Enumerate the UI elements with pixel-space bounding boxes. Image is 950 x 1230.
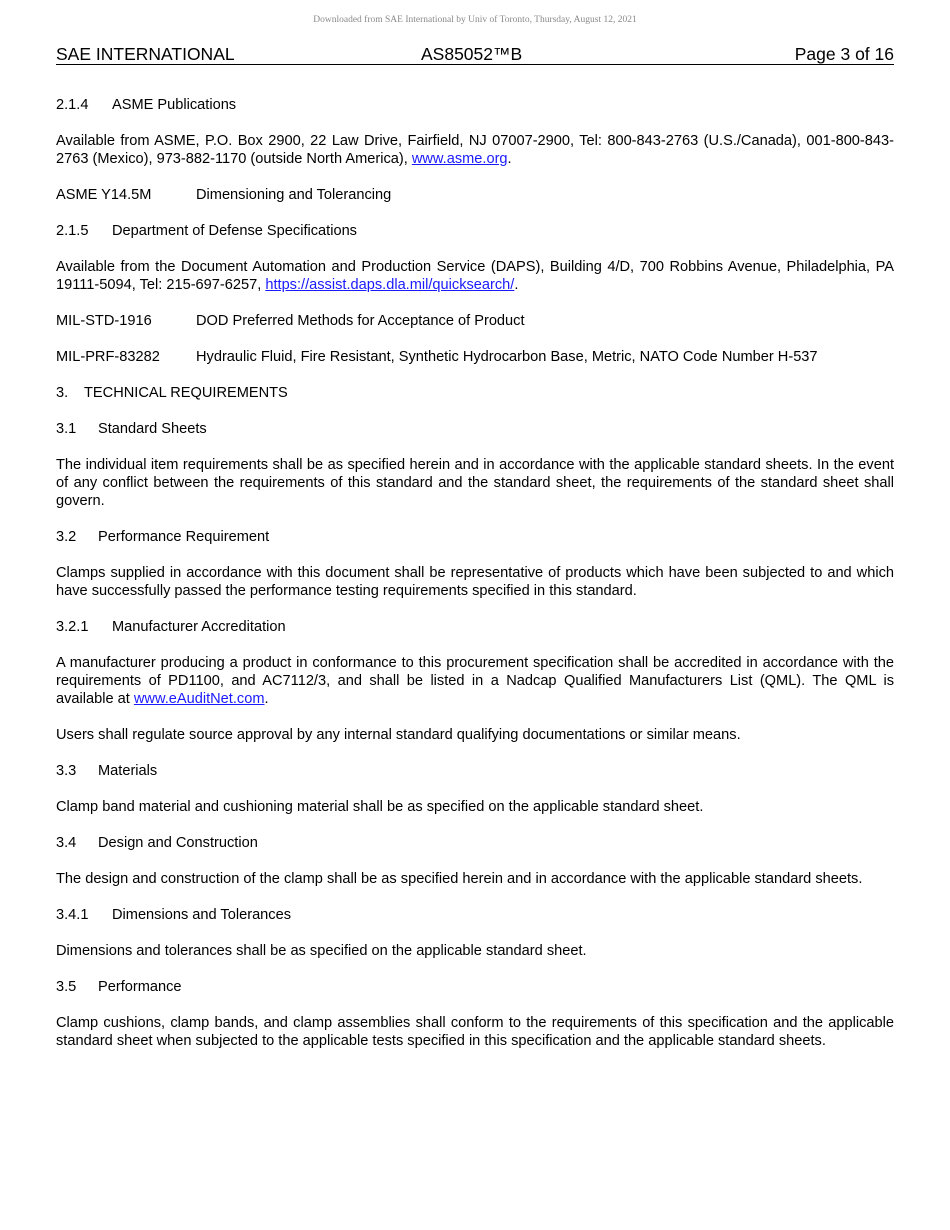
paragraph-text: Available from the Document Automation and Production Service (DAPS), Building 4/D, 700 Robbins Avenue, Philadelphia, PA 19111-5094, Tel: 215-697-6257, bbox=[56, 259, 894, 293]
section-title: Design and Construction bbox=[98, 835, 258, 851]
section-number: 2.1.5 bbox=[56, 223, 89, 239]
section-number: 3.4.1 bbox=[56, 907, 89, 923]
section-number: 3. bbox=[56, 385, 69, 401]
section-number: 3.3 bbox=[56, 763, 77, 779]
source-approval-paragraph: Users shall regulate source approval by any internal standard qualifying documentations or similar means. bbox=[56, 727, 741, 743]
dod-availability-paragraph: Available from the Document Automation and Production Service (DAPS), Building 4/D, 700 Robbins Avenue, Philadelphia, PA 19111-5094, Tel: 215-697-6257, https://assist.daps.dla.mil/quicksearch/. bbox=[56, 259, 894, 293]
section-number: 3.2 bbox=[56, 529, 77, 545]
header-page-number: Page 3 of 16 bbox=[794, 44, 894, 64]
section-title: Performance Requirement bbox=[98, 529, 270, 545]
section-heading-2-1-5 bbox=[56, 222, 894, 240]
section-title: Materials bbox=[98, 763, 158, 779]
paragraph-text: Available from ASME, P.O. Box 2900, 22 Law Drive, Fairfield, NJ 07007-2900, Tel: 800-843-2763 (U.S./Canada), 001-800-843-2763 (Mexico), 973-882-1170 (outside North America), bbox=[56, 133, 894, 167]
reference-code: MIL-STD-1916 bbox=[56, 313, 152, 329]
reference-title: Hydraulic Fluid, Fire Resistant, Synthetic Hydrocarbon Base, Metric, NATO Code Number H-537 bbox=[196, 349, 818, 365]
reference-row bbox=[56, 348, 894, 366]
header-org: SAE INTERNATIONAL bbox=[56, 44, 235, 64]
section-title: Performance bbox=[98, 979, 182, 995]
section-number: 2.1.4 bbox=[56, 97, 89, 113]
page-header bbox=[56, 44, 894, 65]
materials-paragraph: Clamp band material and cushioning material shall be as specified on the applicable standard sheet. bbox=[56, 799, 704, 815]
reference-code: ASME Y14.5M bbox=[56, 187, 152, 203]
section-heading-3-5 bbox=[56, 978, 894, 996]
performance-requirement-paragraph: Clamps supplied in accordance with this document shall be representative of products which have been subjected to and which have successfully passed the performance testing requirements specified in this standard. bbox=[56, 565, 894, 599]
reference-row bbox=[56, 186, 894, 204]
section-number: 3.2.1 bbox=[56, 619, 89, 635]
section-heading-3-4 bbox=[56, 834, 894, 852]
asme-website-link[interactable]: www.asme.org bbox=[411, 151, 508, 167]
reference-code: MIL-PRF-83282 bbox=[56, 349, 160, 365]
asme-availability-paragraph: Available from ASME, P.O. Box 2900, 22 Law Drive, Fairfield, NJ 07007-2900, Tel: 800-843-2763 (U.S./Canada), 001-800-843-2763 (Mexico), 973-882-1170 (outside North America), www.asme.org. bbox=[56, 133, 894, 167]
section-title: Manufacturer Accreditation bbox=[112, 619, 286, 635]
section-heading-3 bbox=[56, 384, 894, 402]
header-doc-id: AS85052™B bbox=[421, 44, 523, 64]
section-heading-3-2 bbox=[56, 528, 894, 546]
dimensions-paragraph: Dimensions and tolerances shall be as specified on the applicable standard sheet. bbox=[56, 943, 587, 959]
section-heading-3-3 bbox=[56, 762, 894, 780]
paragraph-text: A manufacturer producing a product in conformance to this procurement specification shall be accredited in accordance with the requirements of PD1100, and AC7112/3, and shall be listed in a Nadcap Qualified Manufacturers List (QML). The QML is available at bbox=[56, 655, 894, 707]
section-title: TECHNICAL REQUIREMENTS bbox=[84, 385, 288, 401]
section-number: 3.4 bbox=[56, 835, 77, 851]
section-heading-3-2-1 bbox=[56, 618, 894, 636]
eauditnet-link[interactable]: www.eAuditNet.com bbox=[133, 691, 265, 707]
section-title: Dimensions and Tolerances bbox=[112, 907, 292, 923]
reference-title: Dimensioning and Tolerancing bbox=[196, 187, 392, 203]
standard-sheets-paragraph: The individual item requirements shall be as specified herein and in accordance with the applicable standard sheets. In the event of any conflict between the requirements of this standard and the standard sheet, the requirements of the standard sheet shall govern. bbox=[56, 457, 894, 509]
section-title: Department of Defense Specifications bbox=[112, 223, 357, 239]
section-number: 3.1 bbox=[56, 421, 77, 437]
design-construction-paragraph: The design and construction of the clamp shall be as specified herein and in accordance with the applicable standard sheets. bbox=[56, 871, 863, 887]
section-title: Standard Sheets bbox=[98, 421, 207, 437]
section-heading-3-1 bbox=[56, 420, 894, 438]
reference-title: DOD Preferred Methods for Acceptance of Product bbox=[196, 313, 525, 329]
accreditation-paragraph: A manufacturer producing a product in conformance to this procurement specification shall be accredited in accordance with the requirements of PD1100, and AC7112/3, and shall be listed in a Nadcap Qualified Manufacturers List (QML). The QML is available at www.eAuditNet.com. bbox=[56, 655, 894, 707]
document-body bbox=[56, 96, 894, 1068]
assist-website-link[interactable]: https://assist.daps.dla.mil/quicksearch/ bbox=[265, 277, 515, 293]
reference-row bbox=[56, 312, 894, 330]
section-heading-3-4-1 bbox=[56, 906, 894, 924]
section-number: 3.5 bbox=[56, 979, 77, 995]
performance-paragraph: Clamp cushions, clamp bands, and clamp assemblies shall conform to the requirements of this specification and the applicable standard sheet when subjected to the applicable tests specified in this specification and the applicable standard sheets. bbox=[56, 1015, 894, 1049]
section-title: ASME Publications bbox=[112, 97, 237, 113]
section-heading-2-1-4 bbox=[56, 96, 894, 114]
download-watermark: Downloaded from SAE International by Univ of Toronto, Thursday, August 12, 2021 bbox=[313, 15, 637, 25]
